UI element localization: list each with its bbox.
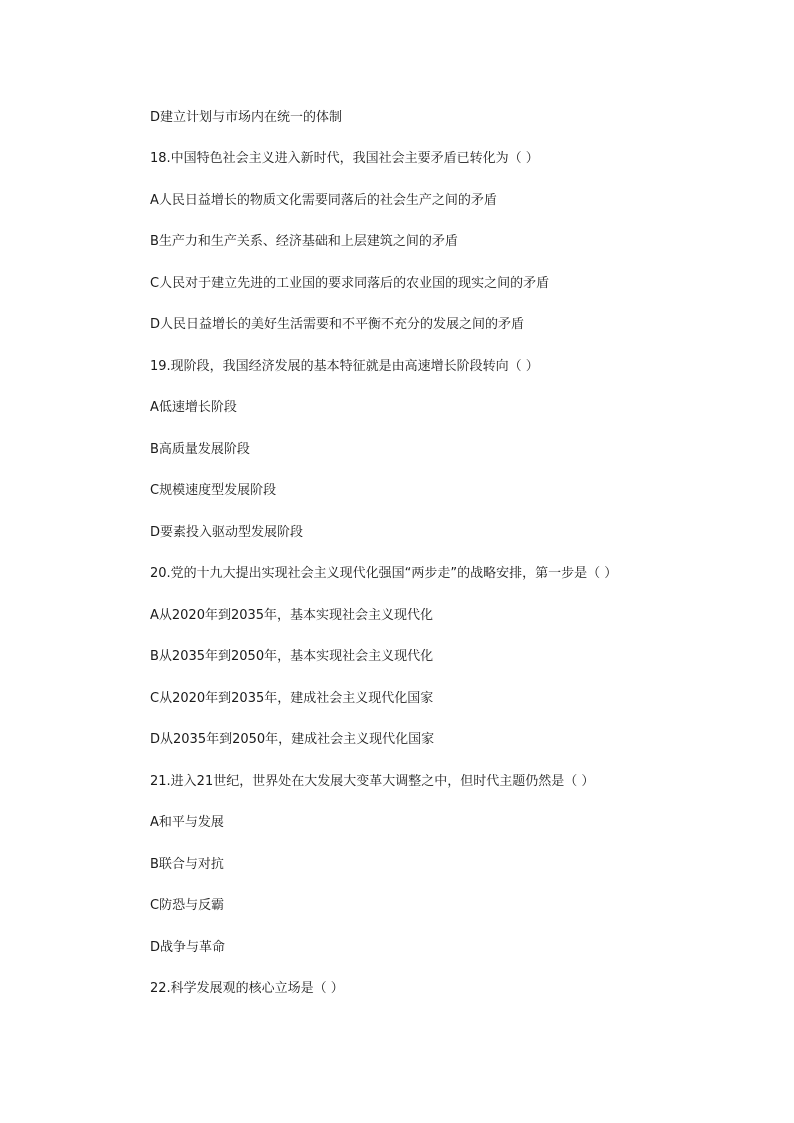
option-20-c: C从2020年到2035年，建成社会主义现代化国家	[150, 691, 434, 706]
question-18: 18.中国特色社会主义进入新时代，我国社会主要矛盾已转化为（ ）	[150, 151, 539, 166]
option-18-d: D人民日益增长的美好生活需要和不平衡不充分的发展之间的矛盾	[150, 317, 525, 332]
option-17-d: D建立计划与市场内在统一的体制	[150, 110, 343, 125]
question-19: 19.现阶段，我国经济发展的基本特征就是由高速增长阶段转向（ ）	[150, 359, 539, 374]
option-21-d: D战争与革命	[150, 940, 226, 955]
option-21-c: C防恐与反霸	[150, 898, 225, 913]
question-21: 21.进入21世纪，世界处在大发展大变革大调整之中，但时代主题仍然是（ ）	[150, 774, 595, 789]
option-18-a: A人民日益增长的物质文化需要同落后的社会生产之间的矛盾	[150, 193, 497, 208]
question-20: 20.党的十九大提出实现社会主义现代化强国“两步走”的战略安排，第一步是（ ）	[150, 566, 618, 581]
question-22: 22.科学发展观的核心立场是（ ）	[150, 981, 344, 996]
option-20-b: B从2035年到2050年，基本实现社会主义现代化	[150, 649, 434, 664]
option-21-b: B联合与对抗	[150, 857, 224, 872]
option-20-d: D从2035年到2050年，建成社会主义现代化国家	[150, 732, 435, 747]
option-19-c: C规模速度型发展阶段	[150, 483, 277, 498]
option-19-a: A低速增长阶段	[150, 400, 237, 415]
option-19-d: D要素投入驱动型发展阶段	[150, 525, 304, 540]
option-18-c: C人民对于建立先进的工业国的要求同落后的农业国的现实之间的矛盾	[150, 276, 550, 291]
option-18-b: B生产力和生产关系、经济基础和上层建筑之间的矛盾	[150, 234, 458, 249]
option-19-b: B高质量发展阶段	[150, 442, 250, 457]
option-21-a: A和平与发展	[150, 815, 224, 830]
option-20-a: A从2020年到2035年，基本实现社会主义现代化	[150, 608, 434, 623]
